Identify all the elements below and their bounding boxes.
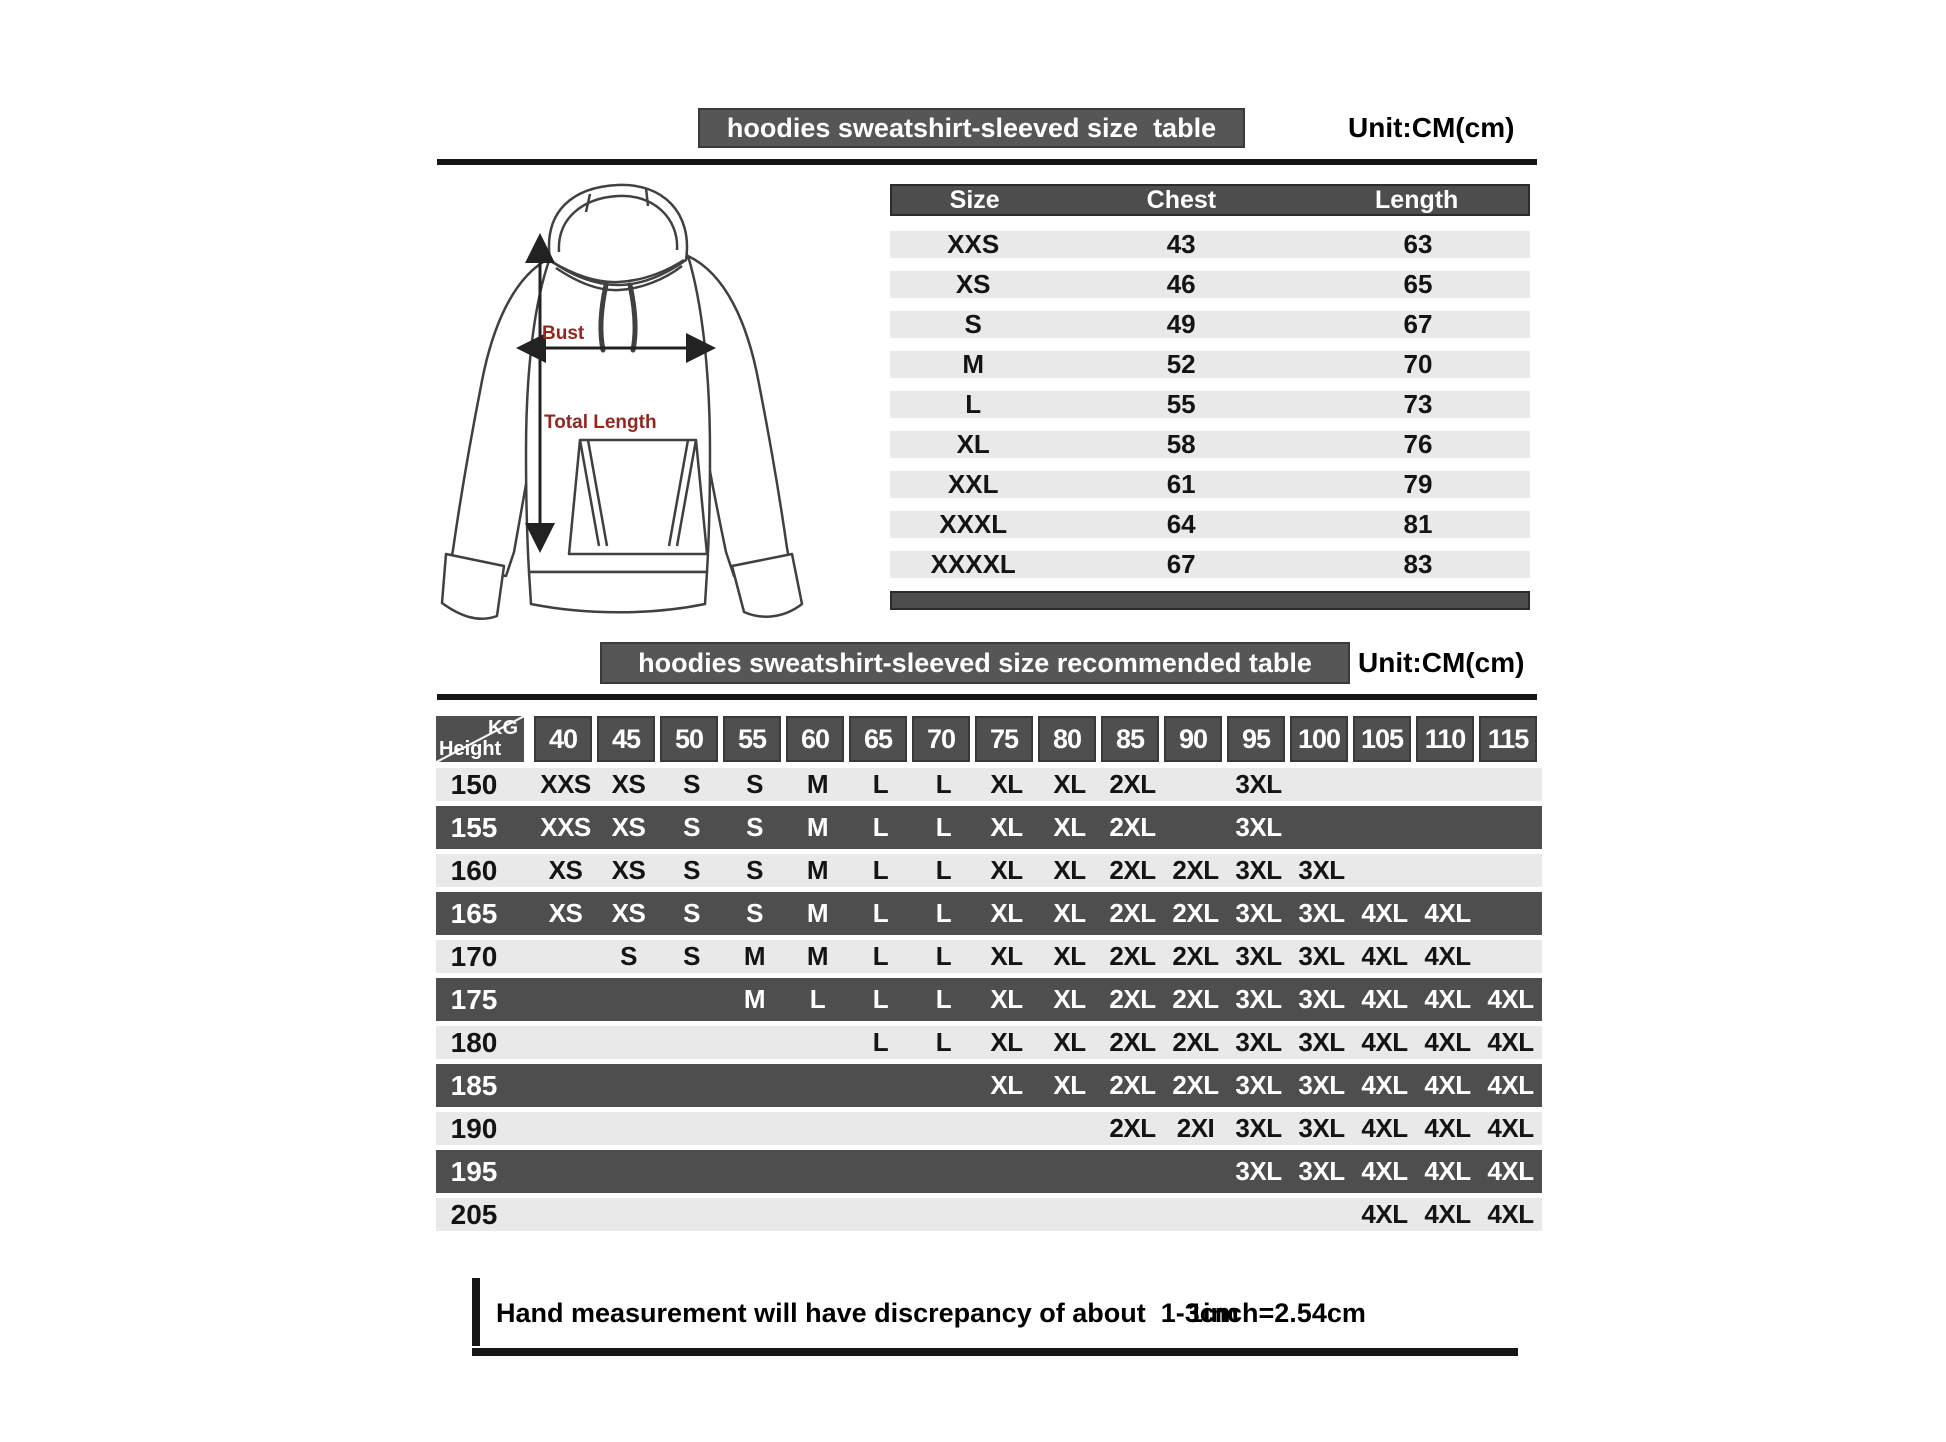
size-value-cell (1416, 768, 1479, 801)
size-value-cell: XL (990, 898, 1023, 928)
size-value-cell (975, 1150, 1038, 1193)
hoodie-right-cuff (732, 554, 802, 617)
size-value-cell: 2XL (1172, 1027, 1219, 1057)
size-value-cell: 4XL (1487, 1113, 1534, 1143)
size-column-header: Size (949, 185, 1000, 214)
size-value-cell (723, 1026, 786, 1059)
size-value-cell: 4XL (1424, 898, 1471, 928)
size-value-cell (912, 1112, 975, 1145)
size-value-cell (1290, 1198, 1353, 1231)
size-value-cell: 2XL (1172, 855, 1219, 885)
size-value-cell: M (806, 769, 829, 799)
size-value-cell: 2XL (1109, 1113, 1156, 1143)
size-value-cell: S (746, 855, 763, 885)
size-value-cell (1101, 1198, 1164, 1231)
weight-header-cell: 110 (1416, 716, 1474, 762)
size-value-cell: 4XL (1361, 1113, 1408, 1143)
size-value-cell (1479, 854, 1542, 887)
size-value-cell (660, 1112, 723, 1145)
size-table-row (890, 551, 1530, 578)
size-value-cell: M (806, 812, 829, 842)
size-cell: 70 (1403, 349, 1433, 379)
recommend-row (436, 978, 1542, 1021)
size-value-cell (1479, 892, 1542, 935)
size-value-cell: S (683, 812, 700, 842)
size-value-cell (1290, 768, 1353, 801)
size-value-cell (912, 1150, 975, 1193)
size-value-cell: 4XL (1424, 1027, 1471, 1057)
size-value-cell: 3XL (1235, 1113, 1282, 1143)
size-value-cell: XS (548, 855, 583, 885)
footer-accent-bar (472, 1278, 480, 1346)
size-table-row (890, 271, 1530, 298)
size-value-cell (1353, 768, 1416, 801)
size-value-cell (1353, 806, 1416, 849)
size-value-cell: M (806, 855, 829, 885)
height-label-cell: 190 (450, 1112, 498, 1144)
size-value-cell: S (683, 941, 700, 971)
size-value-cell: 4XL (1361, 1027, 1408, 1057)
size-value-cell: 2XL (1172, 984, 1219, 1014)
weight-header-cell: 50 (660, 716, 718, 762)
size-value-cell: 4XL (1487, 1027, 1534, 1057)
size-cell: XXL (947, 469, 999, 499)
size-cell: 55 (1166, 389, 1196, 419)
recommend-row (436, 1150, 1542, 1193)
weight-header-cell: 95 (1227, 716, 1285, 762)
size-value-cell: 4XL (1361, 1156, 1408, 1186)
size-value-cell (534, 1026, 597, 1059)
height-label-cell: 175 (450, 983, 498, 1015)
height-label-cell: 150 (450, 768, 498, 800)
recommend-table-title-bar (600, 642, 1350, 684)
size-value-cell (597, 1064, 660, 1107)
weight-header-cell: 90 (1164, 716, 1222, 762)
size-value-cell (1164, 768, 1227, 801)
weight-header-cell: 70 (912, 716, 970, 762)
size-value-cell: 4XL (1424, 941, 1471, 971)
height-label-cell: 155 (450, 811, 498, 843)
size-value-cell (1479, 768, 1542, 801)
hoodie-hem (529, 572, 707, 612)
size-value-cell: M (806, 941, 829, 971)
size-value-cell: L (872, 898, 889, 928)
size-value-cell (534, 940, 597, 973)
size-value-cell (723, 1198, 786, 1231)
size-value-cell (660, 978, 723, 1021)
divider-1 (437, 159, 1537, 165)
size-value-cell: XXS (540, 769, 591, 799)
size-cell: 43 (1166, 229, 1196, 259)
size-value-cell: 4XL (1361, 941, 1408, 971)
size-value-cell (1164, 1198, 1227, 1231)
recommend-row (436, 806, 1542, 849)
height-label-cell: 160 (450, 854, 498, 886)
size-value-cell: XL (990, 941, 1023, 971)
size-value-cell: L (809, 984, 826, 1014)
weight-header-cell: 40 (534, 716, 592, 762)
size-value-cell (660, 1064, 723, 1107)
size-value-cell: M (743, 941, 766, 971)
footer-underline (472, 1348, 1518, 1356)
size-cell: 49 (1166, 309, 1196, 339)
size-value-cell: S (746, 812, 763, 842)
size-value-cell: 3XL (1235, 1027, 1282, 1057)
size-value-cell: XL (1053, 812, 1086, 842)
size-value-cell: 3XL (1235, 898, 1282, 928)
size-value-cell: S (683, 769, 700, 799)
size-value-cell: L (935, 812, 952, 842)
size-value-cell: XL (1053, 855, 1086, 885)
size-value-cell (912, 1064, 975, 1107)
size-value-cell (597, 1026, 660, 1059)
size-table-row (890, 351, 1530, 378)
size-table-row (890, 231, 1530, 258)
size-value-cell: XL (1053, 984, 1086, 1014)
size-value-cell: L (935, 855, 952, 885)
size-value-cell: 3XL (1235, 769, 1282, 799)
size-value-cell: 3XL (1235, 812, 1282, 842)
size-table-row (890, 431, 1530, 458)
size-value-cell: 3XL (1298, 1113, 1345, 1143)
size-table-footer-bar (890, 591, 1530, 610)
size-value-cell (786, 1112, 849, 1145)
size-value-cell (723, 1150, 786, 1193)
size-value-cell (849, 1198, 912, 1231)
size-cell: XXXL (939, 509, 1008, 539)
size-value-cell (849, 1064, 912, 1107)
size-value-cell: XS (611, 898, 646, 928)
size-value-cell: XXS (540, 812, 591, 842)
chest-column-header: Chest (1146, 185, 1217, 214)
size-value-cell: XS (548, 898, 583, 928)
size-table-row (890, 511, 1530, 538)
size-value-cell: L (872, 769, 889, 799)
size-cell: 67 (1166, 549, 1196, 579)
size-value-cell: M (806, 898, 829, 928)
size-value-cell (786, 1198, 849, 1231)
unit-label-2: Unit:CM(cm) (1358, 647, 1525, 678)
weight-header-cell: 105 (1353, 716, 1411, 762)
size-value-cell: 3XL (1298, 855, 1345, 885)
size-value-cell (534, 1112, 597, 1145)
length-column-header: Length (1375, 185, 1459, 214)
size-cell: 81 (1403, 509, 1433, 539)
size-cell: 65 (1403, 269, 1433, 299)
size-value-cell (597, 978, 660, 1021)
total-length-label: Total Length (544, 412, 657, 433)
size-value-cell (534, 1198, 597, 1231)
size-value-cell: 3XL (1235, 1156, 1282, 1186)
size-cell: XS (955, 269, 991, 299)
recommend-table-header (436, 716, 1542, 762)
recommend-row (436, 849, 1542, 892)
size-cell: M (962, 349, 985, 379)
weight-header-cell: 100 (1290, 716, 1348, 762)
weight-header-cell: 80 (1038, 716, 1096, 762)
size-value-cell (534, 978, 597, 1021)
size-value-cell: XS (611, 812, 646, 842)
size-value-cell: XS (611, 769, 646, 799)
weight-header-cell: 45 (597, 716, 655, 762)
size-value-cell: S (746, 898, 763, 928)
size-table-body (890, 231, 1530, 578)
size-cell: 58 (1166, 429, 1196, 459)
size-cell: 61 (1166, 469, 1196, 499)
size-value-cell: XL (990, 769, 1023, 799)
size-value-cell: S (683, 898, 700, 928)
size-value-cell: 2XL (1109, 855, 1156, 885)
recommend-row (436, 1107, 1542, 1150)
size-value-cell (723, 1112, 786, 1145)
size-value-cell (1290, 806, 1353, 849)
size-value-cell: L (872, 941, 889, 971)
size-value-cell: 2XL (1109, 812, 1156, 842)
size-value-cell: 4XL (1424, 1113, 1471, 1143)
recommend-row (436, 1064, 1542, 1107)
size-value-cell: 4XL (1361, 1199, 1408, 1229)
size-value-cell: 2XL (1109, 1027, 1156, 1057)
kg-height-corner-cell (436, 716, 524, 762)
footer-conversion: 1inch=2.54cm (1188, 1297, 1366, 1328)
height-label-cell: 195 (450, 1155, 498, 1187)
size-value-cell: 4XL (1487, 1070, 1534, 1100)
recommend-row (436, 1021, 1542, 1064)
size-table-title-bar (698, 108, 1245, 148)
size-value-cell: 4XL (1361, 984, 1408, 1014)
size-value-cell (597, 1198, 660, 1231)
size-cell: XXS (947, 229, 1000, 259)
size-cell: 46 (1166, 269, 1196, 299)
size-value-cell: XL (990, 855, 1023, 885)
size-value-cell (912, 1198, 975, 1231)
size-value-cell: XL (1053, 1027, 1086, 1057)
size-value-cell: L (872, 855, 889, 885)
recommend-table-body (436, 763, 1542, 1236)
size-value-cell: L (935, 984, 952, 1014)
size-value-cell: 4XL (1361, 1070, 1408, 1100)
size-value-cell: 2XL (1172, 941, 1219, 971)
size-value-cell (1164, 806, 1227, 849)
size-value-cell (1038, 1198, 1101, 1231)
size-value-cell: 2XL (1172, 898, 1219, 928)
size-value-cell (597, 1112, 660, 1145)
size-value-cell: 3XL (1298, 1027, 1345, 1057)
size-value-cell (786, 1150, 849, 1193)
recommend-row (436, 892, 1542, 935)
size-value-cell: 3XL (1235, 1070, 1282, 1100)
weight-header-cell: 115 (1479, 716, 1537, 762)
size-value-cell (1164, 1150, 1227, 1193)
size-table-row (890, 311, 1530, 338)
size-value-cell: 2XL (1109, 984, 1156, 1014)
size-cell: 79 (1403, 469, 1433, 499)
size-value-cell: 3XL (1235, 941, 1282, 971)
size-value-cell: XL (990, 1070, 1023, 1100)
size-value-cell (1038, 1112, 1101, 1145)
size-value-cell: 4XL (1424, 1070, 1471, 1100)
size-value-cell: L (935, 898, 952, 928)
size-value-cell: XL (1053, 898, 1086, 928)
size-value-cell (975, 1198, 1038, 1231)
size-value-cell (660, 1026, 723, 1059)
size-value-cell: 2XL (1109, 769, 1156, 799)
size-value-cell (1416, 854, 1479, 887)
weight-header-cell: 55 (723, 716, 781, 762)
size-value-cell: 2XL (1172, 1070, 1219, 1100)
size-value-cell: 3XL (1298, 1070, 1345, 1100)
size-value-cell (786, 1064, 849, 1107)
size-cell: 83 (1403, 549, 1433, 579)
size-value-cell (597, 1150, 660, 1193)
size-value-cell (1353, 854, 1416, 887)
unit-label-1: Unit:CM(cm) (1348, 112, 1515, 143)
size-value-cell (1038, 1150, 1101, 1193)
size-value-cell: S (746, 769, 763, 799)
height-axis-label: Height (439, 738, 502, 760)
size-value-cell: XL (1053, 941, 1086, 971)
weight-header-cell: 85 (1101, 716, 1159, 762)
size-value-cell: XL (990, 1027, 1023, 1057)
size-value-cell (534, 1064, 597, 1107)
size-table-row (890, 471, 1530, 498)
size-value-cell (660, 1150, 723, 1193)
size-table-title: hoodies sweatshirt-sleeved size table (726, 112, 1217, 143)
size-cell: 67 (1403, 309, 1433, 339)
size-value-cell: L (935, 769, 952, 799)
size-value-cell (1479, 940, 1542, 973)
recommend-table (436, 716, 1542, 1236)
divider-2 (437, 694, 1537, 700)
size-value-cell: 3XL (1298, 941, 1345, 971)
weight-header-cell: 60 (786, 716, 844, 762)
size-table (890, 184, 1530, 610)
size-value-cell: L (872, 984, 889, 1014)
size-value-cell (534, 1150, 597, 1193)
size-value-cell (1416, 806, 1479, 849)
size-cell: 73 (1403, 389, 1433, 419)
size-value-cell: 4XL (1361, 898, 1408, 928)
size-value-cell (849, 1150, 912, 1193)
size-value-cell: 2XI (1176, 1113, 1215, 1143)
size-cell: 63 (1403, 229, 1433, 259)
height-label-cell: 180 (450, 1026, 498, 1058)
size-value-cell: XL (1053, 769, 1086, 799)
size-table-row (890, 391, 1530, 418)
size-value-cell: 4XL (1487, 1156, 1534, 1186)
size-value-cell: XL (990, 984, 1023, 1014)
size-cell: 64 (1166, 509, 1196, 539)
size-value-cell: 3XL (1298, 984, 1345, 1014)
size-cell: 76 (1403, 429, 1433, 459)
height-label-cell: 205 (450, 1198, 498, 1230)
size-value-cell: S (620, 941, 637, 971)
size-value-cell: 4XL (1424, 1199, 1471, 1229)
weight-header-cell: 65 (849, 716, 907, 762)
size-value-cell: 2XL (1109, 1070, 1156, 1100)
size-value-cell: M (743, 984, 766, 1014)
recommend-row (436, 1193, 1542, 1236)
size-value-cell: 2XL (1109, 941, 1156, 971)
size-value-cell: L (872, 1027, 889, 1057)
bust-label: Bust (542, 323, 585, 344)
size-value-cell: L (935, 941, 952, 971)
size-value-cell (975, 1112, 1038, 1145)
size-value-cell: 2XL (1109, 898, 1156, 928)
recommend-row (436, 763, 1542, 806)
size-value-cell (723, 1064, 786, 1107)
recommend-row (436, 935, 1542, 978)
height-label-cell: 165 (450, 897, 498, 929)
size-value-cell: XL (1053, 1070, 1086, 1100)
size-cell: XL (956, 429, 990, 459)
recommend-table-title: hoodies sweatshirt-sleeved size recommended table (638, 647, 1312, 678)
size-value-cell (786, 1026, 849, 1059)
weight-header-cell: 75 (975, 716, 1033, 762)
size-value-cell (1479, 806, 1542, 849)
size-value-cell: L (935, 1027, 952, 1057)
height-label-cell: 170 (450, 940, 498, 972)
size-value-cell: 4XL (1424, 1156, 1471, 1186)
size-value-cell: S (683, 855, 700, 885)
size-cell: L (965, 389, 982, 419)
footer-note: Hand measurement will have discrepancy of about 1-3cm (496, 1297, 1239, 1328)
size-value-cell: 4XL (1487, 1199, 1534, 1229)
size-value-cell: L (872, 812, 889, 842)
size-cell: S (964, 309, 982, 339)
size-value-cell: 4XL (1487, 984, 1534, 1014)
size-value-cell (849, 1112, 912, 1145)
size-value-cell: 3XL (1298, 898, 1345, 928)
size-value-cell: 3XL (1298, 1156, 1345, 1186)
size-value-cell (1227, 1198, 1290, 1231)
size-value-cell: 3XL (1235, 855, 1282, 885)
size-value-cell: XL (990, 812, 1023, 842)
hoodie-left-cuff (442, 554, 504, 619)
size-value-cell (1101, 1150, 1164, 1193)
size-value-cell: 4XL (1424, 984, 1471, 1014)
hoodie-diagram (440, 172, 880, 630)
size-cell: 52 (1166, 349, 1196, 379)
size-value-cell: XS (611, 855, 646, 885)
kg-label: KG (488, 717, 518, 739)
size-cell: XXXXL (930, 549, 1016, 579)
size-table-header (890, 184, 1530, 216)
size-value-cell (660, 1198, 723, 1231)
height-label-cell: 185 (450, 1069, 498, 1101)
size-value-cell: 3XL (1235, 984, 1282, 1014)
